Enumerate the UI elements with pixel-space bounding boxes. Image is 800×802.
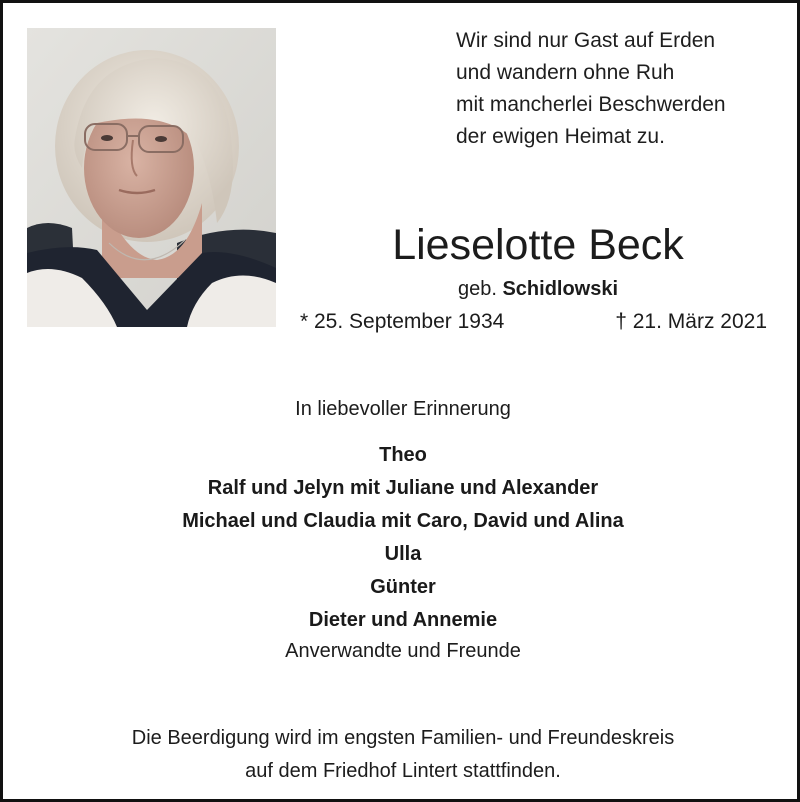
funeral-notice-line: Die Beerdigung wird im engsten Familien- und Freundeskreis	[131, 727, 675, 749]
birth-date: * 25. September 1934	[300, 310, 505, 333]
mourner: Theo	[379, 444, 427, 466]
relatives-line: Anverwandte und Freunde	[285, 640, 521, 662]
poem	[456, 25, 726, 153]
mourners-list	[3, 439, 800, 637]
funeral-notice	[3, 722, 800, 788]
mourner: Michael und Claudia mit Caro, David und Alina	[182, 510, 624, 532]
maiden-prefix: geb.	[457, 278, 497, 300]
poem-line: Wir sind nur Gast auf Erden	[456, 29, 716, 52]
memory-line: In liebevoller Erinnerung	[295, 398, 511, 420]
mourner: Ralf und Jelyn mit Juliane und Alexander	[207, 477, 599, 499]
mourner: Ulla	[384, 543, 422, 565]
mourner: Günter	[370, 576, 436, 598]
death-date: † 21. März 2021	[615, 310, 767, 333]
deceased-name: Lieselotte Beck	[392, 221, 684, 269]
poem-line: und wandern ohne Ruh	[456, 61, 675, 84]
maiden-name-line	[263, 276, 800, 302]
maiden-surname: Schidlowski	[502, 278, 619, 300]
poem-line: mit mancherlei Beschwerden	[456, 93, 726, 116]
portrait-photo	[27, 28, 276, 327]
poem-line: der ewigen Heimat zu.	[456, 125, 665, 148]
funeral-notice-line: auf dem Friedhof Lintert stattfinden.	[245, 760, 561, 782]
mourner: Dieter und Annemie	[308, 609, 498, 631]
